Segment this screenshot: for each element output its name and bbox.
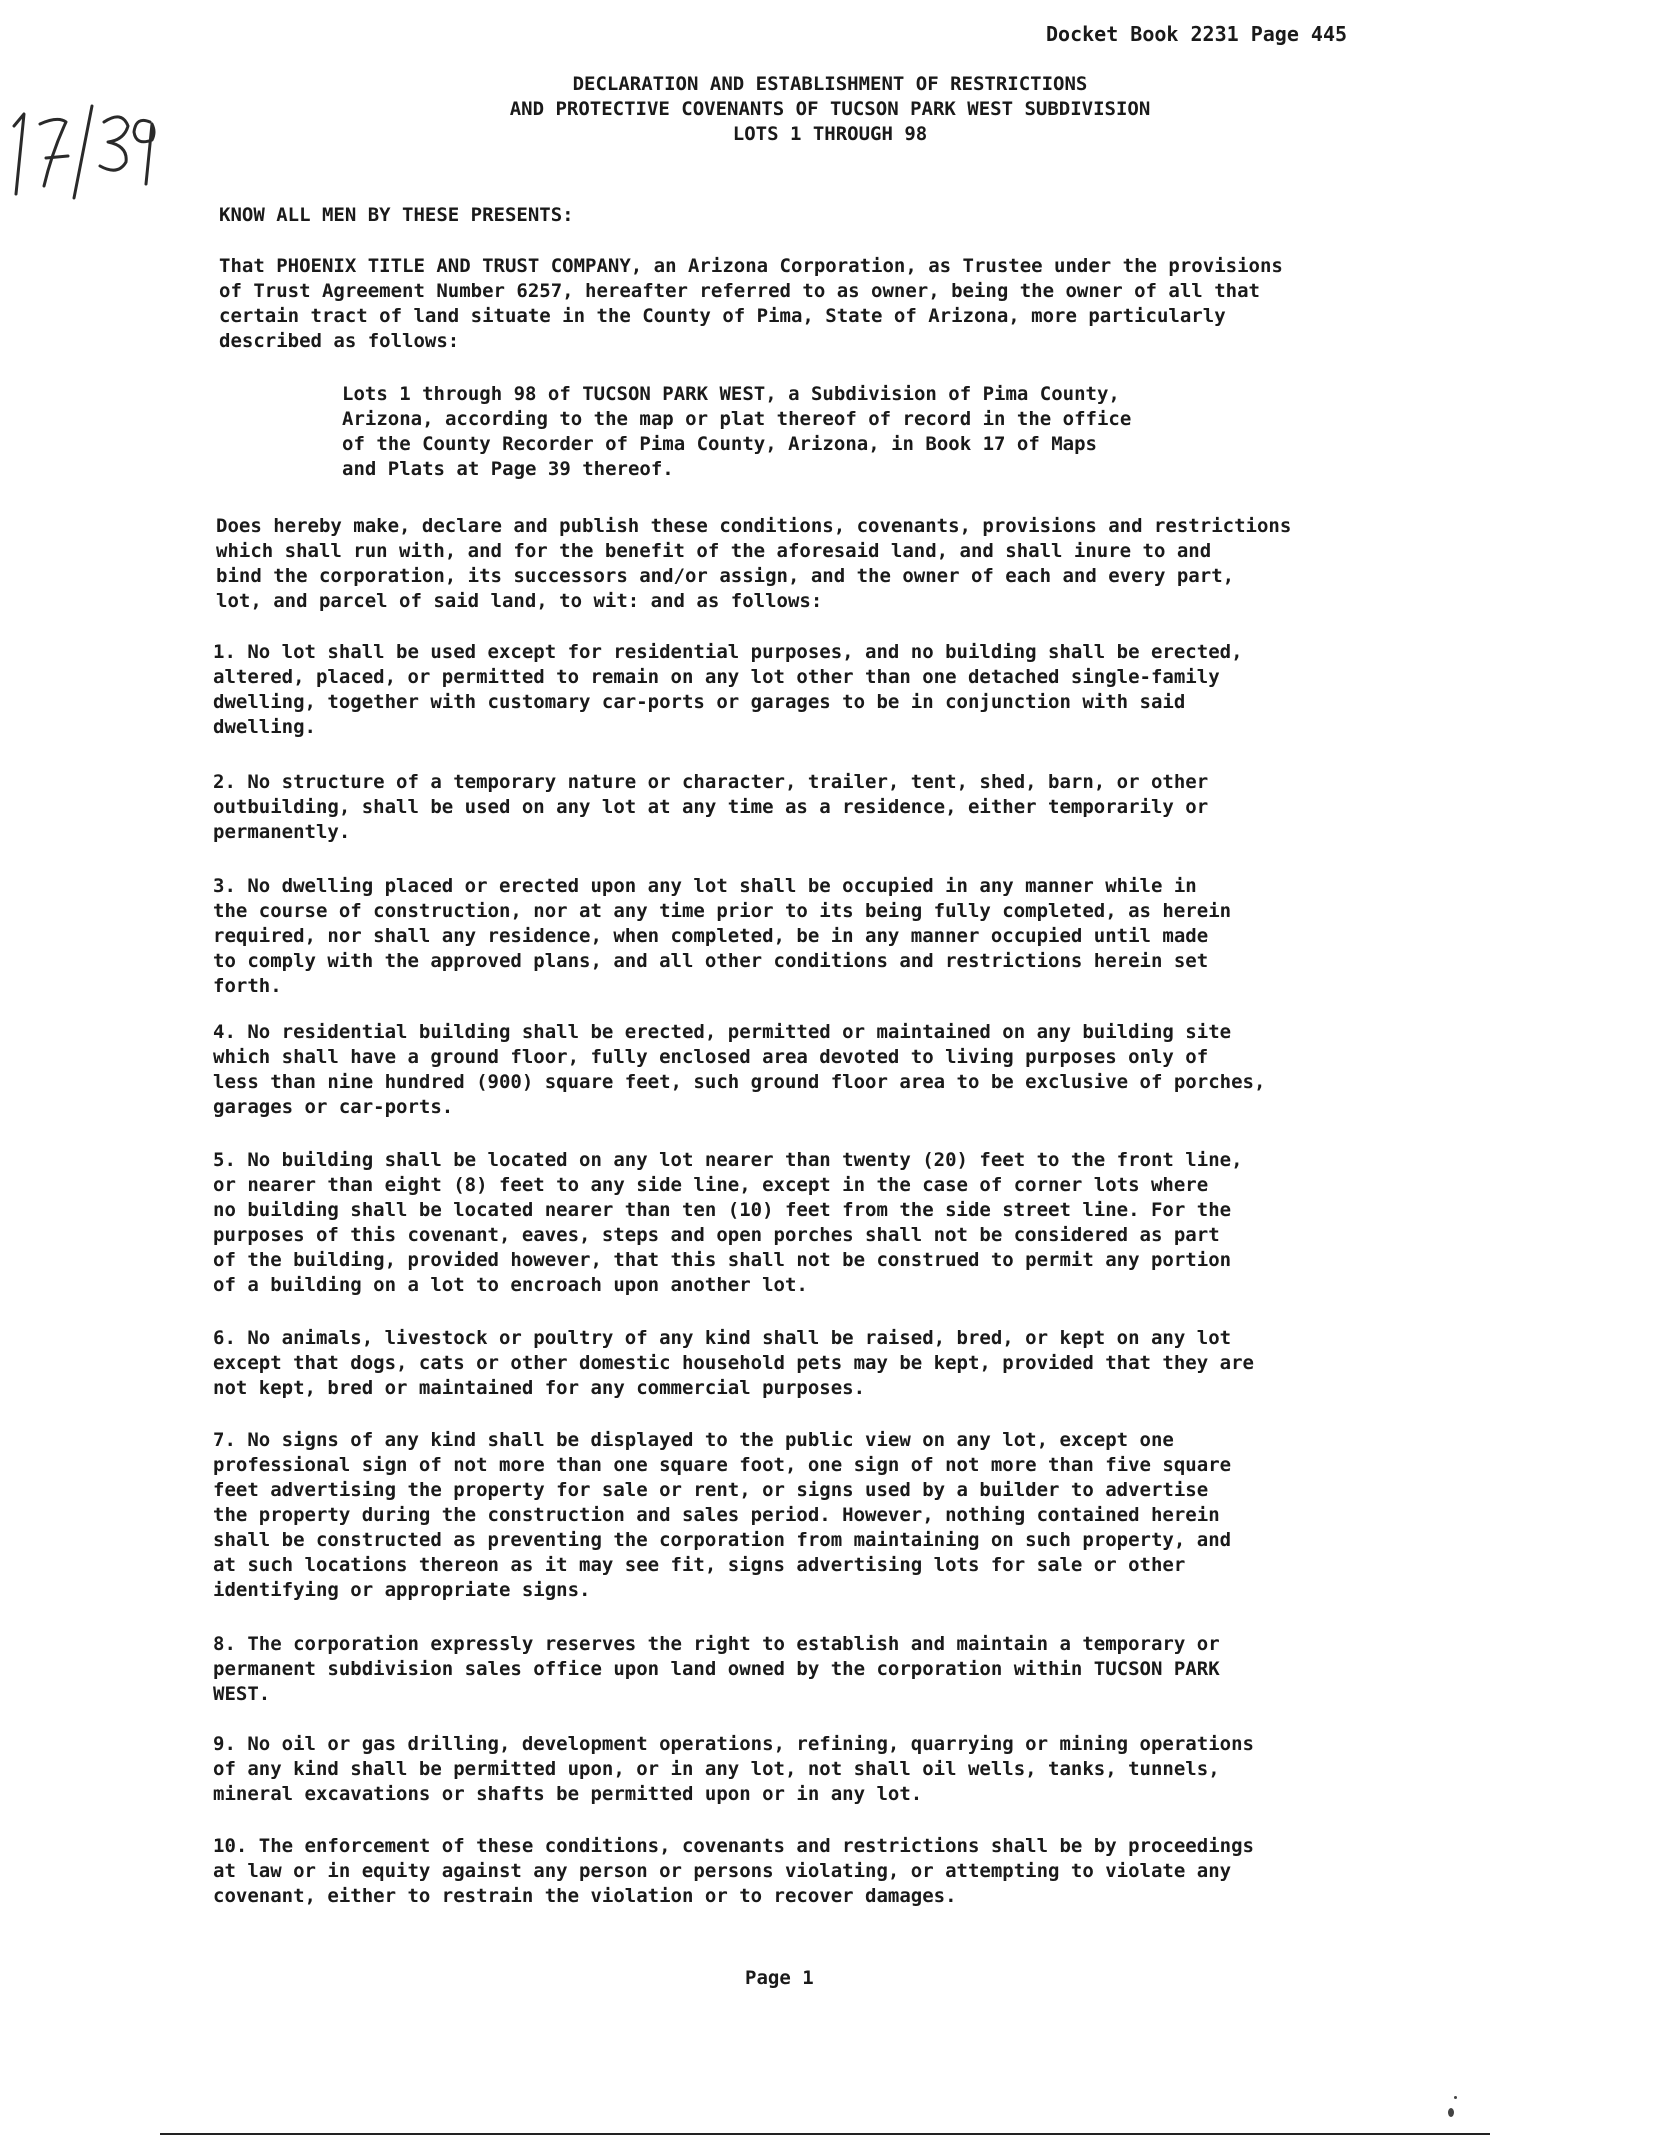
text-line: of the County Recorder of Pima County, Arizona, in Book 17 of Maps	[342, 433, 1097, 455]
covenant-6	[213, 1326, 1423, 1401]
text-line: 7. No signs of any kind shall be displayed to the public view on any lot, except one	[213, 1429, 1174, 1451]
declaration-paragraph	[216, 514, 1426, 614]
text-line: or nearer than eight (8) feet to any side line, except in the case of corner lots where	[213, 1174, 1209, 1196]
text-line: professional sign of not more than one square foot, one sign of not more than five square	[213, 1454, 1232, 1476]
text-line: 6. No animals, livestock or poultry of any kind shall be raised, bred, or kept on any lot	[213, 1327, 1232, 1349]
text-line: of any kind shall be permitted upon, or in any lot, not shall oil wells, tanks, tunnels,	[213, 1758, 1220, 1780]
covenant-1	[213, 640, 1423, 740]
legal-description	[342, 382, 1131, 482]
text-line: the course of construction, nor at any time prior to its being fully completed, as herein	[213, 900, 1232, 922]
text-line: not kept, bred or maintained for any commercial purposes.	[213, 1377, 866, 1399]
text-line: at law or in equity against any person or persons violating, or attempting to violate any	[213, 1860, 1232, 1882]
text-line: lot, and parcel of said land, to wit: and as follows:	[216, 590, 823, 612]
covenant-5	[213, 1148, 1423, 1298]
text-line: 5. No building shall be located on any lot nearer than twenty (20) feet to the front line,	[213, 1149, 1243, 1171]
preamble-paragraph	[219, 254, 1429, 354]
text-line: no building shall be located nearer than ten (10) feet from the side street line. For the	[213, 1199, 1232, 1221]
text-line: Lots 1 through 98 of TUCSON PARK WEST, a Subdivision of Pima County,	[342, 383, 1120, 405]
text-line: required, nor shall any residence, when completed, be in any manner occupied until made	[213, 925, 1209, 947]
text-line: feet advertising the property for sale or rent, or signs used by a builder to advertise	[213, 1479, 1209, 1501]
text-line: 8. The corporation expressly reserves the right to establish and maintain a temporary or	[213, 1633, 1220, 1655]
text-line: That PHOENIX TITLE AND TRUST COMPANY, an Arizona Corporation, as Trustee under the provisions	[219, 255, 1283, 277]
text-line: permanent subdivision sales office upon land owned by the corporation within TUCSON PARK	[213, 1658, 1220, 1680]
title-line: AND PROTECTIVE COVENANTS OF TUCSON PARK WEST SUBDIVISION	[509, 98, 1151, 120]
scan-mark	[1454, 2096, 1457, 2099]
text-line: Arizona, according to the map or plat thereof of record in the office	[342, 408, 1132, 430]
intro-heading: KNOW ALL MEN BY THESE PRESENTS:	[219, 204, 574, 226]
text-line: garages or car-ports.	[213, 1096, 454, 1118]
handwritten-note	[0, 66, 170, 216]
text-line: outbuilding, shall be used on any lot at any time as a residence, either temporarily or	[213, 796, 1209, 818]
title-line: DECLARATION AND ESTABLISHMENT OF RESTRICTIONS	[572, 73, 1088, 95]
text-line: altered, placed, or permitted to remain on any lot other than one detached single-family	[213, 666, 1220, 688]
text-line: at such locations thereon as it may see fit, signs advertising lots for sale or other	[213, 1554, 1186, 1576]
text-line: 9. No oil or gas drilling, development operations, refining, quarrying or mining operations	[213, 1733, 1254, 1755]
text-line: 2. No structure of a temporary nature or character, trailer, tent, shed, barn, or other	[213, 771, 1209, 793]
text-line: 4. No residential building shall be erected, permitted or maintained on any building site	[213, 1021, 1232, 1043]
text-line: permanently.	[213, 821, 351, 843]
text-line: described as follows:	[219, 330, 460, 352]
covenant-7	[213, 1428, 1423, 1603]
text-line: shall be constructed as preventing the corporation from maintaining on such property, and	[213, 1529, 1232, 1551]
text-line: of a building on a lot to encroach upon another lot.	[213, 1274, 808, 1296]
text-line: 1. No lot shall be used except for residential purposes, and no building shall be erected,	[213, 641, 1243, 663]
text-line: of the building, provided however, that this shall not be construed to permit any portion	[213, 1249, 1232, 1271]
text-line: to comply with the approved plans, and all other conditions and restrictions herein set	[213, 950, 1209, 972]
scan-mark	[1448, 2108, 1454, 2117]
text-line: mineral excavations or shafts be permitted upon or in any lot.	[213, 1783, 923, 1805]
text-line: less than nine hundred (900) square feet, such ground floor area to be exclusive of porches,	[213, 1071, 1266, 1093]
text-line: forth.	[213, 975, 282, 997]
docket-reference: Docket Book 2231 Page 445	[1046, 22, 1348, 46]
covenant-4	[213, 1020, 1423, 1120]
text-line: purposes of this covenant, eaves, steps and open porches shall not be considered as part	[213, 1224, 1220, 1246]
covenant-8	[213, 1632, 1423, 1707]
covenant-9	[213, 1732, 1423, 1807]
text-line: which shall have a ground floor, fully enclosed area devoted to living purposes only of	[213, 1046, 1209, 1068]
text-line: WEST.	[213, 1683, 271, 1705]
bottom-rule	[160, 2133, 1490, 2135]
text-line: and Plats at Page 39 thereof.	[342, 458, 674, 480]
document-title	[330, 72, 1330, 147]
text-line: Does hereby make, declare and publish these conditions, covenants, provisions and restrictions	[216, 515, 1292, 537]
text-line: certain tract of land situate in the County of Pima, State of Arizona, more particularly	[219, 305, 1226, 327]
text-line: which shall run with, and for the benefit of the aforesaid land, and shall inure to and	[216, 540, 1212, 562]
text-line: 3. No dwelling placed or erected upon any lot shall be occupied in any manner while in	[213, 875, 1197, 897]
text-line: of Trust Agreement Number 6257, hereafter referred to as owner, being the owner of all that	[219, 280, 1260, 302]
page-number: Page 1	[745, 1967, 814, 1989]
text-line: dwelling, together with customary car-ports or garages to be in conjunction with said	[213, 691, 1186, 713]
covenant-3	[213, 874, 1423, 999]
text-line: dwelling.	[213, 716, 316, 738]
text-line: identifying or appropriate signs.	[213, 1579, 591, 1601]
title-line: LOTS 1 THROUGH 98	[732, 123, 928, 145]
text-line: bind the corporation, its successors and/or assign, and the owner of each and every part,	[216, 565, 1235, 587]
text-line: except that dogs, cats or other domestic household pets may be kept, provided that they are	[213, 1352, 1254, 1374]
text-line: 10. The enforcement of these conditions, covenants and restrictions shall be by proceedings	[213, 1835, 1254, 1857]
text-line: covenant, either to restrain the violation or to recover damages.	[213, 1885, 957, 1907]
text-line: the property during the construction and sales period. However, nothing contained herein	[213, 1504, 1220, 1526]
covenant-10	[213, 1834, 1423, 1909]
covenant-2	[213, 770, 1423, 845]
